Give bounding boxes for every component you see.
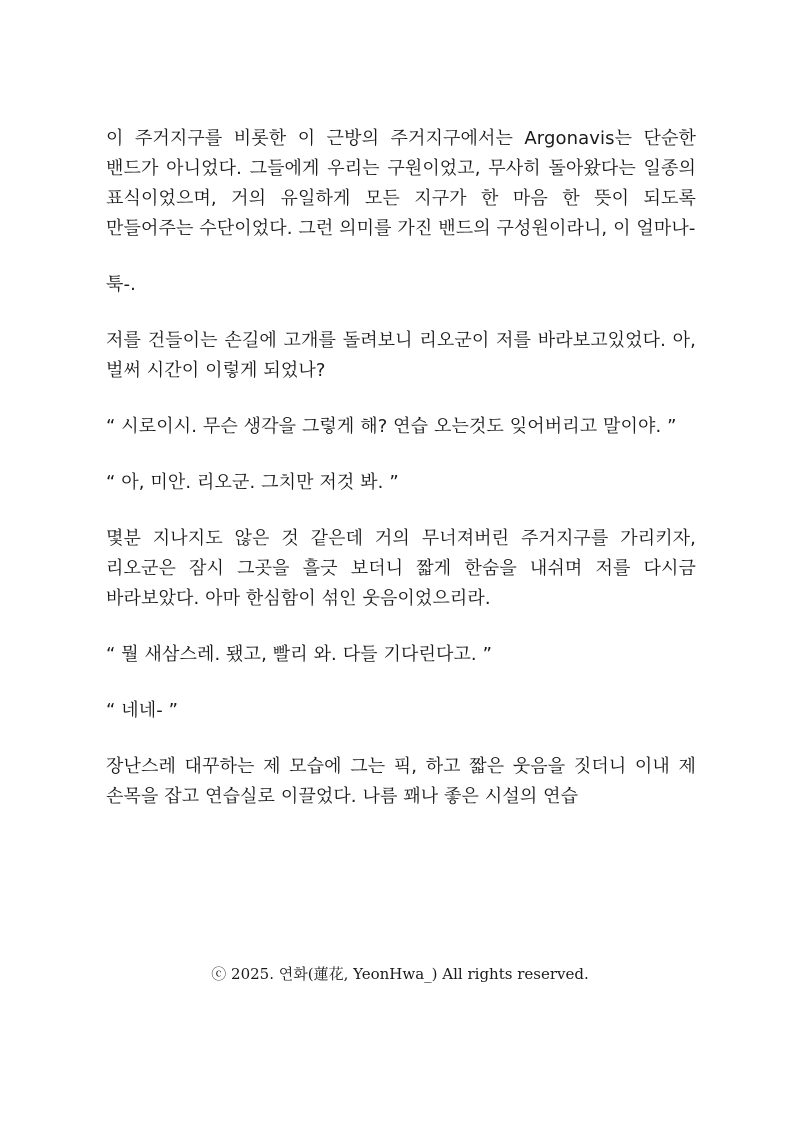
paragraph-5: 장난스레 대꾸하는 제 모습에 그는 픽, 하고 짧은 웃음을 짓더니 이내 제 손목을 잡고 연습실로 이끌었다. 나름 꽤나 좋은 시설의 연습 bbox=[106, 756, 696, 807]
body-text bbox=[106, 124, 696, 838]
dialogue-3: “ 뭘 새삼스레. 됐고, 빨리 와. 다들 기다린다고. ” bbox=[106, 644, 493, 665]
paragraph-3: 저를 건들이는 손길에 고개를 돌려보니 리오군이 저를 바라보고있었다. 아, 벌써 시간이 이렇게 되었나? bbox=[106, 330, 696, 381]
paragraph-2: 툭-. bbox=[106, 274, 136, 295]
paragraph-4: 몇분 지나지도 않은 것 같은데 거의 무너져버린 주거지구를 가리키자, 리오군은 잠시 그곳을 흘긋 보더니 짧게 한숨을 내쉬며 저를 다시금 바라보았다. 아마 한심함이 섞인 웃음이었으리라. bbox=[106, 528, 696, 609]
dialogue-2: “ 아, 미안. 리오군. 그치만 저것 봐. ” bbox=[106, 472, 399, 493]
dialogue-4: “ 네네- ” bbox=[106, 700, 179, 721]
dialogue-1: “ 시로이시. 무슨 생각을 그렇게 해? 연습 오는것도 잊어버리고 말이야. ” bbox=[106, 416, 677, 437]
paragraph-1: 이 주거지구를 비롯한 이 근방의 주거지구에서는 Argonavis는 단순한 밴드가 아니었다. 그들에게 우리는 구원이었고, 무사히 돌아왔다는 일종의 표식이었으며, 거의 유일하게 모든 지구가 한 마음 한 뜻이 되도록 만들어주는 수단이었다. 그런 의미를 가진 밴드의 구성원이라니, 이 얼마나- bbox=[106, 128, 696, 239]
copyright-footer: ⓒ 2025. 연화(蓮花, YeonHwa_) All rights reserved. bbox=[211, 965, 589, 983]
